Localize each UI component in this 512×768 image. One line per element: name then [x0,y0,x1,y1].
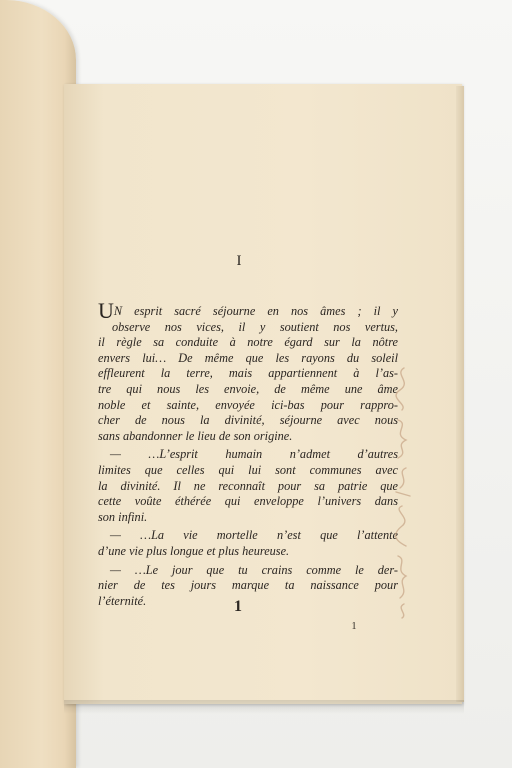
text-line: nier de tes jours marque ta naissance pour [98,578,398,593]
text-line: observe nos vices, il y soutient nos vertus, [112,319,398,334]
handwritten-inscription [384,360,420,620]
text-line: effleurent la terre, mais appartiennent à l’as- [98,366,398,381]
page-number: 1 [351,621,357,632]
text-line: — …L’esprit humain n’admet d’autres [110,447,398,462]
text-line [98,298,398,323]
folio-numeral: 1 [234,598,242,615]
text-line: — …La vie mortelle n’est que l’attente [110,528,398,543]
text-line: — …Le jour que tu crains comme le der- [110,562,398,577]
text-line: il règle sa conduite à notre égard sur la nôtre [98,335,398,350]
text-line: cher de nous la divinité, séjourne avec nous [98,413,398,428]
page-shadow [64,700,464,714]
text-line: limites que celles qui lui sont communes avec [98,462,398,477]
text-line: noble et sainte, envoyée ici-bas pour rappro- [98,397,398,412]
page-stack-edge [456,86,464,702]
first-line-text: N esprit sacré séjourne en nos âmes ; il y [113,304,398,318]
text-line: tre qui nous les envoie, de même une âme [98,381,398,396]
chapter-numeral: I [236,253,242,269]
text-line: la divinité. Il ne reconnaît pour sa patrie que [98,478,398,493]
text-line: cette voûte éthérée qui enveloppe l’univers dans [98,494,398,509]
text-line: sans abandonner le lieu de son origine. [98,428,293,443]
body-text [98,300,398,609]
text-line: l’éternité. [98,593,147,608]
text-line: d’une vie plus longue et plus heureuse. [98,543,290,558]
text-line: son infini. [98,509,148,524]
text-line: envers lui… De même que les rayons du soleil [98,350,398,365]
drop-cap: U [98,298,114,323]
